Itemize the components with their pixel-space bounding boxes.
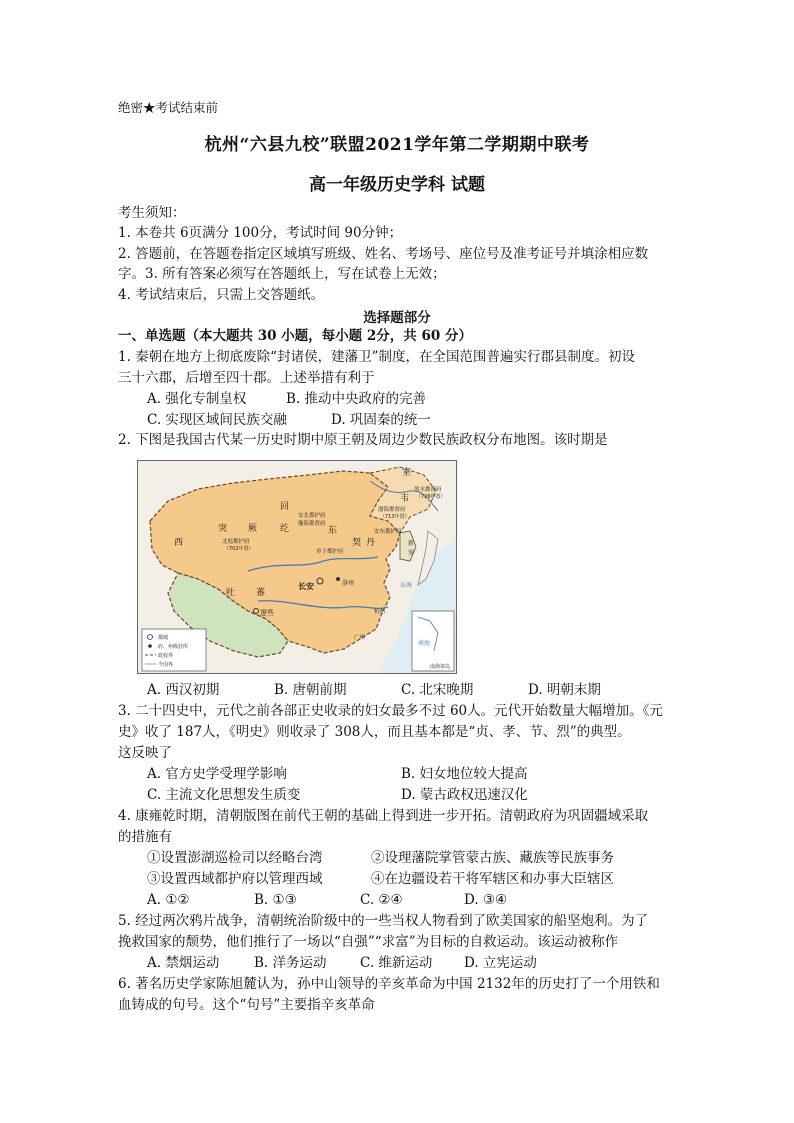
option-b: B. 洋务运动 — [254, 955, 327, 971]
option-a: A. ①② — [147, 892, 190, 908]
option-c: C. 维新运动 — [360, 955, 433, 971]
option-c: C. 实现区域间民族交融 — [147, 412, 287, 428]
question-4-line: 的措施有 — [118, 829, 172, 845]
map-label: 杭州 — [374, 609, 386, 615]
map-graphic — [138, 461, 456, 673]
map-label: 黑水都督府 — [414, 487, 442, 493]
map-label: 西 — [174, 538, 184, 548]
question-3-line: 这反映了 — [118, 745, 172, 761]
map-label: 吐 — [226, 588, 236, 598]
map-label: 单于都护府 — [316, 549, 344, 555]
notice-item: 1. 本卷共 6页满分 100分，考试时间 90分钟； — [118, 225, 403, 241]
question-4-line: 4. 康雍乾时期，清朝版图在前代王朝的基础上得到进一步开拓。清朝政府为巩固疆域采取 — [118, 808, 649, 824]
map-label: （726年置） — [416, 494, 446, 500]
map-label: 洛州 — [342, 580, 355, 587]
map-label: 东海 — [400, 582, 413, 589]
option-b: B. 推动中央政府的完善 — [286, 391, 427, 407]
question-3-line: 3. 二十四史中，元代之前各部正史收录的妇女最多不过 60人。元代开始数量大幅增加。《元 — [118, 703, 663, 719]
map-label: 丹 — [366, 538, 376, 548]
option-a: A. 西汉初期 — [147, 682, 220, 698]
question-5-line: 5. 经过两次鸦片战争，清朝统治阶级中的一些当权人物看到了欧美国家的船坚炮利。为了 — [118, 913, 649, 929]
map-label: 长安 — [298, 582, 314, 591]
question-3-line: 史》收了 187人，《明史》则收录了 308人，而且基本都是“贞、孝、节、烈”的典型。 — [118, 724, 631, 740]
option-d: D. ③④ — [464, 892, 508, 908]
statement-1: ①设置澎湖巡检司以经略台湾 — [147, 850, 323, 866]
map-label: 南海 — [418, 640, 431, 647]
map-label: （713年置） — [380, 514, 410, 520]
map-label: 突 — [218, 524, 228, 534]
option-d: D. 立宪运动 — [464, 955, 537, 971]
map-label: 蕃 — [256, 588, 266, 598]
map-label: 罗 — [408, 550, 415, 557]
map-label: 东 — [328, 526, 338, 536]
map-label: 厥 — [248, 524, 258, 534]
map-label: 广州 — [354, 635, 366, 641]
map-label: 契 — [352, 538, 362, 548]
option-b: B. 唐朝前期 — [274, 682, 347, 698]
question-6-line: 血铸成的句号。这个“句号”主要指辛亥革命 — [118, 997, 375, 1013]
map-label: 纥 — [280, 524, 290, 534]
option-a: A. 官方史学受理学影响 — [147, 766, 287, 782]
map-label: 新 — [408, 540, 415, 547]
question-1-line: 1. 秦朝在地方上彻底废除“封诸侯，建藩卫”制度，在全国范围普遍实行郡县制度。初设 — [118, 349, 635, 365]
map-label: 安东都护府 — [374, 529, 402, 535]
map-label: 瀚海都督府 — [298, 521, 326, 527]
notice-item: 字。3. 所有答案必须写在答题纸上，写在试卷上无效； — [118, 266, 446, 282]
map-legend-boundary: 政权界 — [158, 653, 174, 659]
map-label: （702年置） — [224, 546, 254, 552]
map-label: 回 — [280, 502, 290, 512]
map-legend-seat: 府、州级驻所 — [158, 644, 189, 650]
map-label: 室 — [402, 468, 412, 478]
map-label: 安北都护府 — [298, 513, 326, 519]
option-b: B. 妇女地位较大提高 — [401, 766, 528, 782]
map-legend-capital: 都城 — [158, 635, 169, 641]
notice-item: 4. 考试结束后，只需上交答题纸。 — [118, 287, 325, 303]
map-label: 渤海都督府 — [378, 507, 406, 513]
option-b: B. ①③ — [254, 892, 297, 908]
option-c: C. ②④ — [360, 892, 403, 908]
section-title: 一、单选题（本大题共 30 小题，每小题 2分，共 60 分） — [118, 328, 472, 344]
option-d: D. 蒙古政权迅速汉化 — [401, 787, 528, 803]
statement-3: ③设置西域都护府以管理西域 — [147, 871, 323, 887]
map-label: 韦 — [400, 494, 410, 504]
question-5-line: 挽救国家的颓势，他们推行了一场以“自强”“求富”为目标的自救运动。该运动被称作 — [118, 934, 619, 950]
question-2-line: 2. 下图是我国古代某一历史时期中原王朝及周边少数民族政权分布地图。该时期是 — [118, 432, 608, 448]
option-a: A. 强化专制皇权 — [147, 391, 247, 407]
option-c: C. 主流文化思想发生质变 — [147, 787, 301, 803]
part-title: 选择题部分 — [363, 310, 431, 326]
map-label: 南海诸岛 — [430, 664, 451, 670]
statement-4: ④在边疆设若干将军辖区和办事大臣辖区 — [371, 871, 614, 887]
option-d: D. 巩固秦的统一 — [331, 412, 431, 428]
exam-title: 杭州“六县九校”联盟2021学年第二学期期中联考 — [204, 135, 590, 155]
option-d: D. 明朝末期 — [528, 682, 601, 698]
statement-2: ②设理藩院掌管蒙古族、藏族等民族事务 — [371, 850, 614, 866]
notice-item: 2. 答题前，在答题卷指定区域填写班级、姓名、考场号、座位号及准考证号并填涂相应数 — [118, 246, 649, 262]
question-6-line: 6. 著名历史学家陈旭麓认为，孙中山领导的辛亥革命为中国 2132年的历史打了一个用铁和 — [118, 976, 660, 992]
map-label: 北庭都护府 — [222, 539, 250, 545]
option-a: A. 禁烟运动 — [147, 955, 220, 971]
exam-subtitle: 高一年级历史学科 试题 — [309, 175, 485, 195]
option-c: C. 北宋晚期 — [401, 682, 474, 698]
question-1-line: 三十六郡，后增至四十郡。上述举措有利于 — [118, 370, 375, 386]
historical-map — [137, 460, 457, 674]
secret-label: 绝密★考试结束前 — [118, 100, 219, 115]
map-legend-border: 今国界 — [158, 662, 174, 668]
notice-heading: 考生须知： — [118, 205, 186, 221]
map-label: 逻些 — [260, 609, 274, 617]
